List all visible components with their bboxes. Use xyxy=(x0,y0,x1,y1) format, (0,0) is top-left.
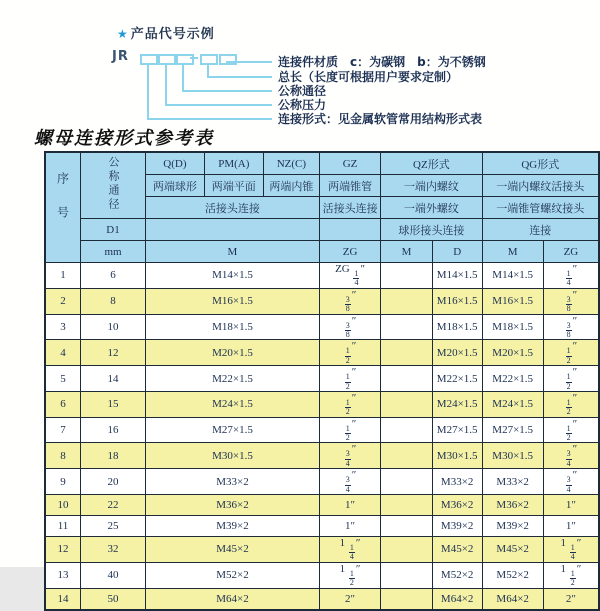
cell-qg-zg: $\frac{1}{2}$ ″ xyxy=(543,417,599,443)
cell-m-thread: M16×1.5 xyxy=(146,288,320,314)
cell-m-thread: M14×1.5 xyxy=(146,263,320,289)
cell-diameter-mm: 8 xyxy=(81,288,146,314)
cell-m-thread: M18×1.5 xyxy=(146,314,320,340)
header-zg-gz: ZG xyxy=(319,241,380,263)
header-m-wide: M xyxy=(146,241,320,263)
cell-diameter-mm: 16 xyxy=(81,417,146,443)
cell-qg-zg: 1″ xyxy=(543,516,599,537)
cell-qz-m xyxy=(381,495,433,516)
connector-line xyxy=(226,61,272,63)
cell-diameter-mm: 32 xyxy=(81,537,146,563)
cell-qg-m: M14×1.5 xyxy=(482,263,543,289)
cell-diameter-mm: 40 xyxy=(81,562,146,588)
cell-qz-m xyxy=(381,340,433,366)
header-group-qd: Q(D) xyxy=(146,152,205,175)
cell-zg-size: $\frac{3}{4}$ ″ xyxy=(319,443,380,469)
cell-serial: 1 xyxy=(45,263,81,289)
cell-qz-d: M36×2 xyxy=(432,495,482,516)
header-ends-inner-cone: 两端内锥 xyxy=(263,175,319,197)
cell-qz-m xyxy=(381,562,433,588)
cell-qz-d: M30×1.5 xyxy=(432,443,482,469)
code-label-nominal-diameter: 公称通径 xyxy=(278,84,327,98)
cell-zg-size: $\frac{1}{2}$ ″ xyxy=(319,340,380,366)
cell-qg-zg: $\frac{3}{8}$ ″ xyxy=(543,288,599,314)
cell-qz-m xyxy=(381,288,433,314)
cell-zg-size: $\frac{3}{4}$ ″ xyxy=(319,469,380,495)
cell-diameter-mm: 20 xyxy=(81,469,146,495)
cell-m-thread: M36×2 xyxy=(146,495,320,516)
code-dash xyxy=(190,57,198,59)
header-serial: 序号 xyxy=(45,152,81,263)
cell-serial: 4 xyxy=(45,340,81,366)
header-qg-zg: ZG xyxy=(543,241,599,263)
diagram-title-text: 产品代号示例 xyxy=(130,27,215,42)
header-ends-spherical: 两端球形 xyxy=(146,175,205,197)
header-connection: 连接 xyxy=(482,219,599,241)
cell-m-thread: M30×1.5 xyxy=(146,443,320,469)
code-label-material: 连接件材质 c：为碳钢 b：为不锈钢 xyxy=(278,55,486,69)
cell-zg-size: 1 $\frac{1}{2}$ ″ xyxy=(319,562,380,588)
header-one-end-internal-thread-union: 一端内螺纹活接头 xyxy=(482,175,599,197)
cell-serial: 2 xyxy=(45,288,81,314)
cell-qz-d: M18×1.5 xyxy=(432,314,482,340)
cell-diameter-mm: 18 xyxy=(81,443,146,469)
code-box-5 xyxy=(219,54,237,65)
connector-line xyxy=(182,63,184,91)
cell-qz-m xyxy=(381,469,433,495)
cell-m-thread: M39×2 xyxy=(146,516,320,537)
star-icon: ★ xyxy=(117,27,129,41)
cell-serial: 10 xyxy=(45,495,81,516)
cell-qg-zg: $\frac{1}{2}$ ″ xyxy=(543,391,599,417)
header-union-connection-2: 活接头连接 xyxy=(319,197,380,219)
cell-serial: 3 xyxy=(45,314,81,340)
cell-qg-zg: $\frac{3}{8}$ ″ xyxy=(543,314,599,340)
cell-diameter-mm: 6 xyxy=(81,263,146,289)
cell-qg-m: M16×1.5 xyxy=(482,288,543,314)
header-group-pm: PM(A) xyxy=(204,152,263,175)
cell-serial: 5 xyxy=(45,366,81,392)
cell-qz-m xyxy=(381,588,433,610)
header-group-nz: NZ(C) xyxy=(263,152,319,175)
cell-m-thread: M27×1.5 xyxy=(146,417,320,443)
cell-qg-m: M22×1.5 xyxy=(482,366,543,392)
cell-qz-d: M22×1.5 xyxy=(432,366,482,392)
cell-serial: 7 xyxy=(45,417,81,443)
cell-qg-zg: $\frac{3}{4}$ ″ xyxy=(543,443,599,469)
table-row xyxy=(45,537,599,563)
code-box-3 xyxy=(176,54,194,65)
header-one-end-external-thread: 一端外螺纹 xyxy=(381,197,482,219)
table-row xyxy=(45,314,599,340)
cell-qz-m xyxy=(381,537,433,563)
code-box-4 xyxy=(200,54,218,65)
cell-qg-zg: $\frac{1}{2}$ ″ xyxy=(543,340,599,366)
cell-zg-size: $\frac{1}{2}$ ″ xyxy=(319,417,380,443)
connector-line xyxy=(207,63,209,77)
cell-qz-d: M39×2 xyxy=(432,516,482,537)
cell-qg-zg: 1″ xyxy=(543,495,599,516)
cell-diameter-mm: 50 xyxy=(81,588,146,610)
table-row xyxy=(45,340,599,366)
connector-line xyxy=(207,76,272,78)
cell-diameter-mm: 22 xyxy=(81,495,146,516)
cell-serial: 11 xyxy=(45,516,81,537)
cell-serial: 9 xyxy=(45,469,81,495)
cell-qg-m: M39×2 xyxy=(482,516,543,537)
diagram-title xyxy=(117,23,215,42)
cell-diameter-mm: 15 xyxy=(81,391,146,417)
cell-m-thread: M20×1.5 xyxy=(146,340,320,366)
table-row xyxy=(45,469,599,495)
table-row xyxy=(45,588,599,610)
header-group-gz: GZ xyxy=(319,152,380,175)
header-diameter: 公称通径 xyxy=(81,152,146,219)
connector-line xyxy=(147,63,149,119)
table-row xyxy=(45,516,599,537)
nut-connection-table xyxy=(44,151,600,611)
cell-qg-zg: $\frac{1}{2}$ ″ xyxy=(543,366,599,392)
header-qz-d: D xyxy=(432,241,482,263)
cell-zg-size: ZG $\frac{1}{4}$ ″ xyxy=(319,263,380,289)
header-mm: mm xyxy=(81,241,146,263)
table-row xyxy=(45,288,599,314)
code-box-2 xyxy=(158,54,176,65)
cell-qz-d: M45×2 xyxy=(432,537,482,563)
cell-qz-d: M33×2 xyxy=(432,469,482,495)
cell-qg-m: M24×1.5 xyxy=(482,391,543,417)
cell-qz-m xyxy=(381,443,433,469)
code-label-total-length: 总长（长度可根据用户要求定制） xyxy=(278,70,459,84)
cell-diameter-mm: 10 xyxy=(81,314,146,340)
cell-qg-zg: 1 $\frac{1}{2}$ ″ xyxy=(543,562,599,588)
cell-qz-d: M27×1.5 xyxy=(432,417,482,443)
cell-qz-d: M14×1.5 xyxy=(432,263,482,289)
cell-qz-m xyxy=(381,391,433,417)
cell-m-thread: M22×1.5 xyxy=(146,366,320,392)
cell-qg-m: M45×2 xyxy=(482,537,543,563)
cell-qz-m xyxy=(381,366,433,392)
cell-m-thread: M33×2 xyxy=(146,469,320,495)
header-blank-wide xyxy=(146,219,320,241)
cell-qg-m: M20×1.5 xyxy=(482,340,543,366)
cell-diameter-mm: 14 xyxy=(81,366,146,392)
cell-serial: 13 xyxy=(45,562,81,588)
cell-serial: 14 xyxy=(45,588,81,610)
cell-diameter-mm: 25 xyxy=(81,516,146,537)
header-one-end-internal-thread: 一端内螺纹 xyxy=(381,175,482,197)
cell-serial: 12 xyxy=(45,537,81,563)
cell-qg-m: M64×2 xyxy=(482,588,543,610)
cell-serial: 6 xyxy=(45,391,81,417)
cell-qg-zg: 2″ xyxy=(543,588,599,610)
table-title: 螺母连接形式参考表 xyxy=(34,128,214,149)
cell-serial: 8 xyxy=(45,443,81,469)
cell-qg-m: M36×2 xyxy=(482,495,543,516)
table-row xyxy=(45,443,599,469)
code-label-nominal-pressure: 公称压力 xyxy=(278,98,327,112)
table-row xyxy=(45,417,599,443)
table-row xyxy=(45,562,599,588)
cell-zg-size: $\frac{3}{8}$ ″ xyxy=(319,314,380,340)
code-box-1 xyxy=(140,54,158,65)
header-ends-flat: 两端平面 xyxy=(204,175,263,197)
connector-line xyxy=(182,90,272,92)
cell-qz-m xyxy=(381,516,433,537)
cell-qz-d: M24×1.5 xyxy=(432,391,482,417)
cell-diameter-mm: 12 xyxy=(81,340,146,366)
header-ends-taper-pipe: 两端锥管 xyxy=(319,175,380,197)
table-row xyxy=(45,366,599,392)
cell-qg-m: M33×2 xyxy=(482,469,543,495)
cell-qg-m: M27×1.5 xyxy=(482,417,543,443)
header-taper-thread-joint: 一端锥管螺纹接头 xyxy=(482,197,599,219)
cell-m-thread: M45×2 xyxy=(146,537,320,563)
header-qz-m: M xyxy=(381,241,433,263)
cell-qg-zg: 1 $\frac{1}{4}$ ″ xyxy=(543,537,599,563)
connector-line xyxy=(165,63,167,105)
product-code-prefix: JR xyxy=(112,49,129,64)
table-row xyxy=(45,263,599,289)
cell-m-thread: M24×1.5 xyxy=(146,391,320,417)
connector-line xyxy=(165,104,272,106)
cell-m-thread: M52×2 xyxy=(146,562,320,588)
cell-zg-size: $\frac{1}{2}$ ″ xyxy=(319,366,380,392)
code-label-connection-form: 连接形式：见金属软管常用结构形式表 xyxy=(278,112,483,126)
cell-qz-m xyxy=(381,314,433,340)
header-group-qz: QZ形式 xyxy=(381,152,482,175)
cell-qg-zg: $\frac{1}{4}$ ″ xyxy=(543,263,599,289)
cell-zg-size: $\frac{1}{2}$ ″ xyxy=(319,391,380,417)
cell-zg-size: 1″ xyxy=(319,516,380,537)
cell-zg-size: $\frac{3}{8}$ ″ xyxy=(319,288,380,314)
header-spherical-joint-connection: 球形接头连接 xyxy=(381,219,482,241)
cell-qz-d: M20×1.5 xyxy=(432,340,482,366)
header-blank-gz xyxy=(319,219,380,241)
header-union-connection-1: 活接头连接 xyxy=(146,197,320,219)
cell-qz-d: M52×2 xyxy=(432,562,482,588)
header-d1: D1 xyxy=(81,219,146,241)
cell-qz-m xyxy=(381,417,433,443)
table-row xyxy=(45,391,599,417)
cell-qz-m xyxy=(381,263,433,289)
cell-m-thread: M64×2 xyxy=(146,588,320,610)
cell-qz-d: M64×2 xyxy=(432,588,482,610)
cell-qg-zg: $\frac{3}{4}$ ″ xyxy=(543,469,599,495)
cell-qg-m: M30×1.5 xyxy=(482,443,543,469)
cell-zg-size: 1 $\frac{1}{4}$ ″ xyxy=(319,537,380,563)
cell-zg-size: 2″ xyxy=(319,588,380,610)
header-qg-m: M xyxy=(482,241,543,263)
connector-line xyxy=(147,118,272,120)
cell-qz-d: M16×1.5 xyxy=(432,288,482,314)
cell-zg-size: 1″ xyxy=(319,495,380,516)
table-row xyxy=(45,495,599,516)
cell-qg-m: M18×1.5 xyxy=(482,314,543,340)
cell-qg-m: M52×2 xyxy=(482,562,543,588)
header-group-qg: QG形式 xyxy=(482,152,599,175)
